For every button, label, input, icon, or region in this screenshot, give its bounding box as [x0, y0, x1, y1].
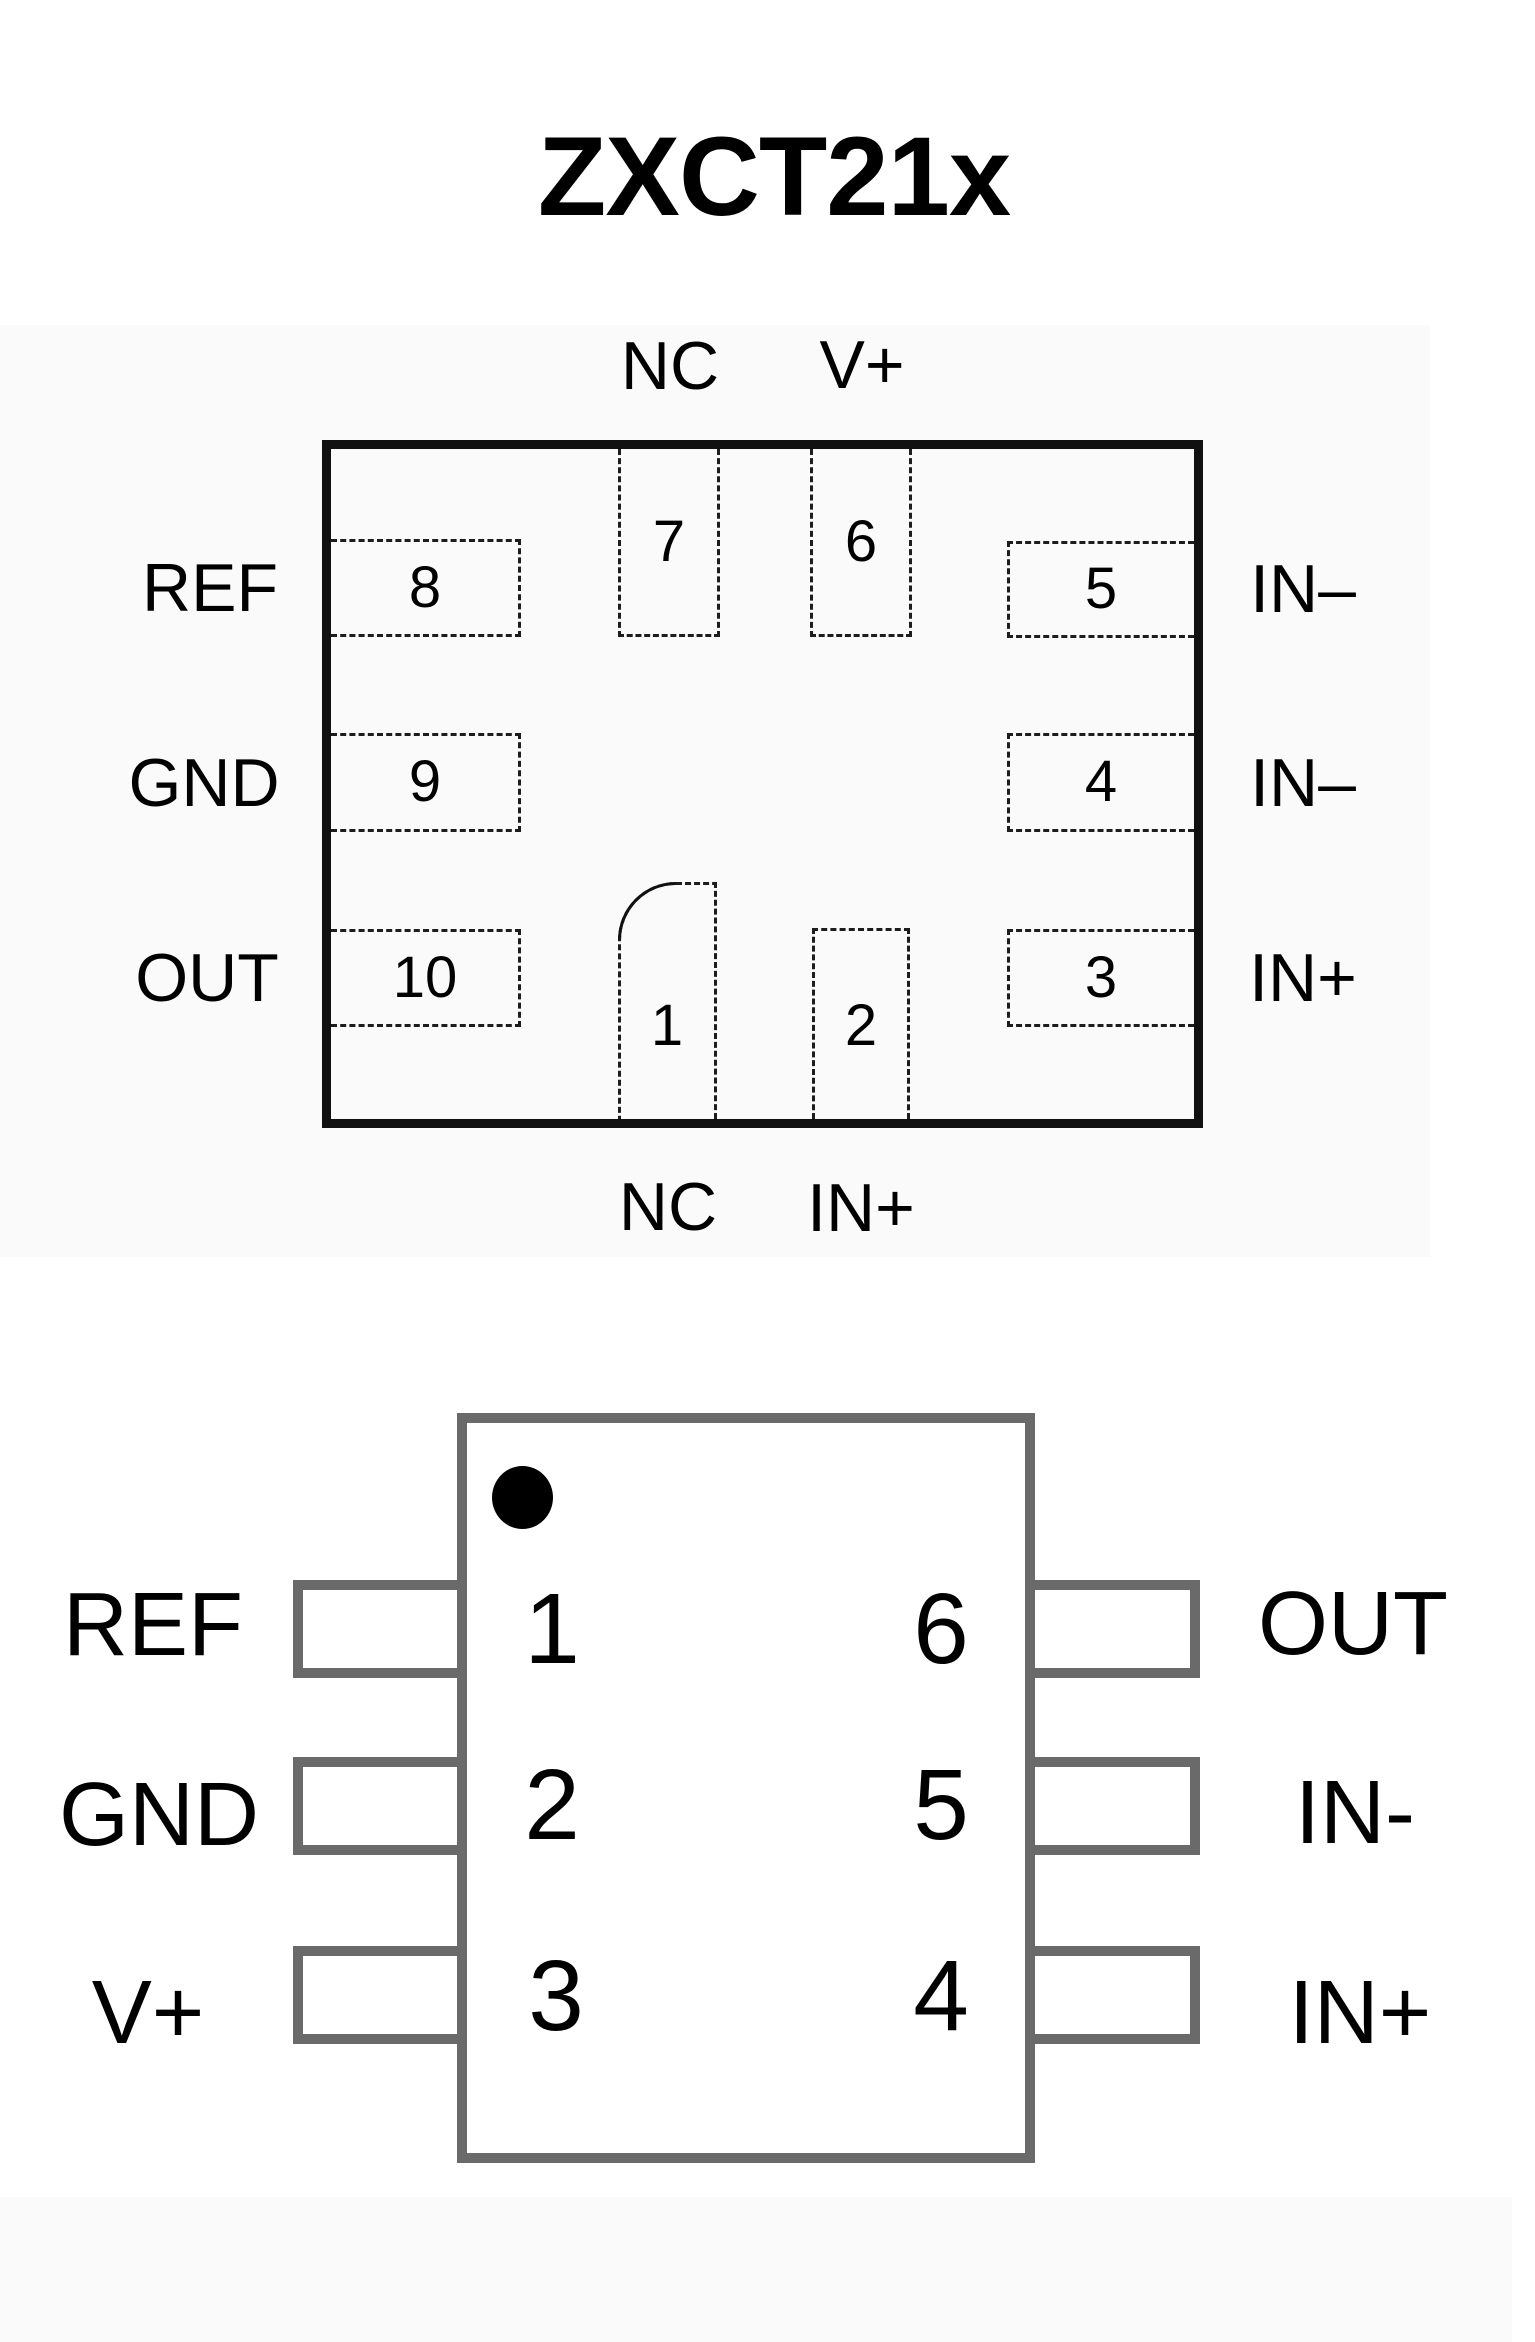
sot-pin-3-stub [293, 1946, 467, 2044]
sot-label-out: OUT [1258, 1574, 1448, 1674]
dfn-label-ref: REF [142, 550, 278, 626]
dfn-label-inplus-bottom: IN+ [807, 1170, 915, 1246]
dfn-pin-4-number: 4 [1084, 749, 1118, 814]
sot-label-inminus: IN- [1295, 1763, 1415, 1863]
sot-pin-2-number: 2 [524, 1749, 580, 1861]
dfn-pin-3-number: 3 [1084, 945, 1118, 1010]
sot-pin-4-stub [1025, 1946, 1200, 2044]
sot-label-vplus: V+ [91, 1963, 205, 2063]
pin1-indicator-dot [492, 1466, 553, 1529]
sot-pin-5-stub [1025, 1757, 1200, 1855]
dfn-label-inplus-right: IN+ [1249, 940, 1357, 1016]
sot-pin-2-stub [293, 1757, 467, 1855]
dfn-pin-8-number: 8 [408, 555, 442, 620]
dfn-pin-7-number: 7 [652, 509, 686, 574]
dfn-pin-1-number: 1 [650, 993, 684, 1058]
dfn-pin-9-number: 9 [408, 749, 442, 814]
dfn-pin-6-number: 6 [844, 509, 878, 574]
sot-pin-6-stub [1025, 1580, 1200, 1678]
sot-pin-3-number: 3 [528, 1940, 584, 2052]
sot-label-gnd: GND [59, 1765, 259, 1865]
sot-pin-5-number: 5 [913, 1749, 969, 1861]
chip-title: ZXCT21x [537, 114, 1011, 239]
dfn-label-nc-top: NC [620, 328, 720, 404]
dfn-label-nc-bottom: NC [618, 1169, 718, 1245]
dfn-pin-5-number: 5 [1084, 556, 1118, 621]
sot-pin-6-number: 6 [913, 1573, 969, 1685]
dfn-label-inminus-2: IN– [1250, 745, 1356, 821]
dfn-label-gnd: GND [128, 745, 280, 821]
dfn-label-inminus-1: IN– [1250, 551, 1356, 627]
sot-pin-4-number: 4 [913, 1940, 969, 2052]
sot-label-ref: REF [63, 1575, 243, 1675]
dfn-pin-2-number: 2 [844, 993, 878, 1058]
sot-pin-1-number: 1 [524, 1573, 580, 1685]
sot-label-inplus: IN+ [1288, 1963, 1432, 2063]
background-band-bottom [0, 2197, 1512, 2342]
dfn-pin-10-number: 10 [392, 945, 458, 1010]
dfn-label-out: OUT [135, 940, 279, 1016]
sot-pin-1-stub [293, 1580, 467, 1678]
dfn-label-vplus-top: V+ [819, 327, 905, 403]
